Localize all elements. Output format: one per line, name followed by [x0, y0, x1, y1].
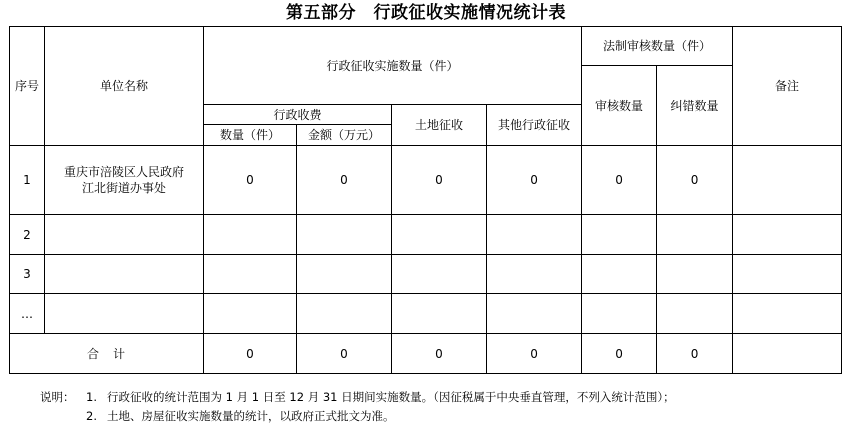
- table-row: [10, 294, 842, 334]
- header-admin-fee: 行政收费: [204, 105, 392, 125]
- row-seq: 1: [10, 146, 45, 215]
- header-other: 其他行政征收: [487, 105, 582, 146]
- note-item: [40, 388, 675, 407]
- total-fee-amount: 0: [297, 334, 392, 374]
- note-number: 1.: [86, 390, 97, 404]
- row-seq: …: [10, 294, 45, 334]
- total-land: 0: [392, 334, 487, 374]
- unit-name-line: 重庆市涪陵区人民政府: [63, 165, 184, 179]
- note-item: [40, 407, 675, 426]
- header-seq: 序号: [10, 27, 45, 146]
- row-other: 0: [487, 146, 582, 215]
- total-row: [10, 334, 842, 374]
- total-correction: 0: [657, 334, 733, 374]
- row-correction: 0: [657, 146, 733, 215]
- table-row: [10, 255, 842, 294]
- row-review: 0: [582, 146, 657, 215]
- total-review: 0: [582, 334, 657, 374]
- row-unit-name: [45, 215, 204, 255]
- note-text: 行政征收的统计范围为 1 月 1 日至 12 月 31 日期间实施数量。（因征税属于中央垂直管理，不列入统计范围）；: [107, 390, 675, 404]
- header-collection-count: 行政征收实施数量（件）: [204, 27, 582, 105]
- row-land: 0: [392, 146, 487, 215]
- total-remarks: [733, 334, 842, 374]
- row-seq: 2: [10, 215, 45, 255]
- header-land: 土地征收: [392, 105, 487, 146]
- row-fee-amount: 0: [297, 146, 392, 215]
- page-title: 第五部分 行政征收实施情况统计表: [286, 3, 566, 23]
- row-fee-count: 0: [204, 146, 297, 215]
- row-unit-name: [45, 146, 204, 215]
- header-unit-name: 单位名称: [45, 27, 204, 146]
- total-label: 合 计: [10, 334, 204, 374]
- notes: [40, 388, 675, 426]
- row-remarks: [733, 146, 842, 215]
- unit-name-line: 江北街道办事处: [81, 181, 166, 195]
- row-seq: 3: [10, 255, 45, 294]
- header-fee-count: 数量（件）: [204, 125, 297, 146]
- header-fee-amount: 金额（万元）: [297, 125, 392, 146]
- table-row: [10, 146, 842, 215]
- row-unit-name: [45, 255, 204, 294]
- statistics-table: [9, 26, 842, 374]
- table-row: [10, 215, 842, 255]
- header-correction-count: 纠错数量: [657, 66, 733, 146]
- note-number: 2.: [86, 409, 97, 423]
- header-legal-review: 法制审核数量（件）: [582, 27, 733, 66]
- header-remarks: 备注: [733, 27, 842, 146]
- total-fee-count: 0: [204, 334, 297, 374]
- notes-label: 说明：: [40, 390, 75, 404]
- note-text: 土地、房屋征收实施数量的统计，以政府正式批文为准。: [107, 409, 395, 423]
- header-review-count: 审核数量: [582, 66, 657, 146]
- row-unit-name: [45, 294, 204, 334]
- total-other: 0: [487, 334, 582, 374]
